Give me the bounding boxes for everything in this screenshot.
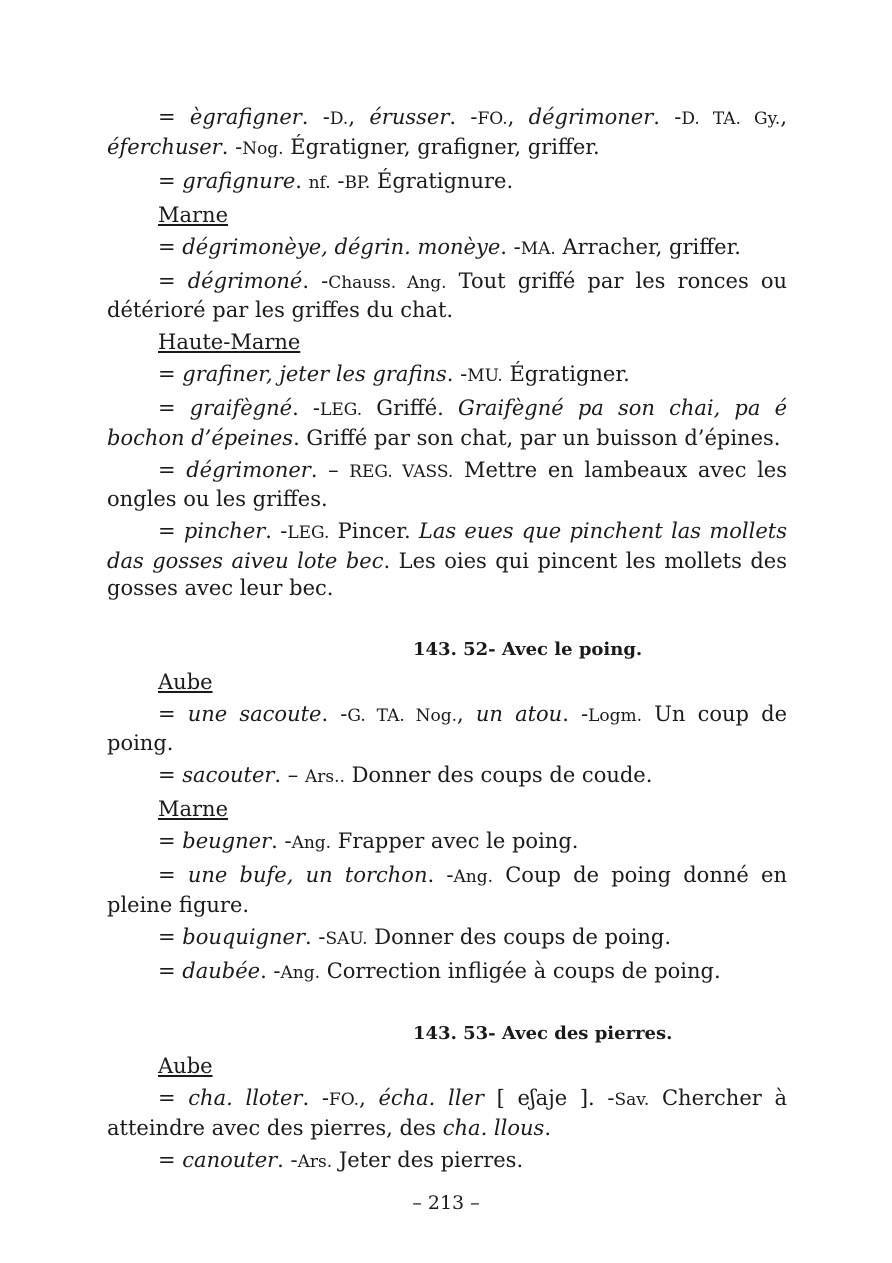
source-abbrev: REG. VASS. xyxy=(349,461,454,482)
headword: dégrimoné xyxy=(187,268,303,293)
headword: cha. llous xyxy=(442,1115,545,1140)
source-abbrev: Ars.. xyxy=(304,767,345,787)
definition: Donner des coups de poing. xyxy=(367,924,672,949)
headword: graifègné xyxy=(189,396,293,420)
text: = xyxy=(158,362,183,386)
headword: cha. lloter xyxy=(188,1086,303,1110)
text: . – xyxy=(274,763,305,787)
entry-bufe xyxy=(107,862,787,919)
headword: dégrimoner xyxy=(186,457,311,482)
text: = xyxy=(158,396,190,420)
text: = xyxy=(158,958,183,983)
source-abbrev: FO. xyxy=(477,109,508,129)
definition: Égratignure. xyxy=(370,168,514,193)
entry-beugner xyxy=(107,828,787,858)
entry-egrafigner xyxy=(107,104,787,163)
entry-degrimone xyxy=(107,268,787,325)
region-heading-marne: Marne xyxy=(158,202,229,227)
translation: . Griffé par son chat, par un buisson d’épines. xyxy=(293,425,781,450)
headword: grafignure xyxy=(182,168,296,193)
translation: . Les oies qui pincent les mollets des gosses avec leur bec. xyxy=(107,548,787,600)
definition: Frapper avec le poing. xyxy=(331,829,579,853)
source-abbrev: LEG. xyxy=(320,400,363,420)
section-heading-53: 143. 53- Avec des pierres. xyxy=(413,1023,673,1044)
entry-daubee xyxy=(107,958,787,988)
text: = xyxy=(158,924,183,949)
example-sentence: Graifègné pa son chai, pa é bochon d’épeines xyxy=(107,396,787,450)
source-abbrev: BP. xyxy=(344,172,371,193)
text: = xyxy=(158,519,184,543)
definition: Égratigner. xyxy=(502,362,630,386)
text: . xyxy=(295,168,309,193)
text: = xyxy=(158,105,190,129)
definition: Pincer. xyxy=(329,519,419,543)
entry-sacoute xyxy=(107,701,787,758)
entry-canouter xyxy=(107,1147,787,1177)
headword: dégrimonèye, dégrin. monèye xyxy=(182,234,501,259)
headword: ègrafigner xyxy=(189,105,302,129)
text: = xyxy=(158,701,188,726)
region-heading-marne-2: Marne xyxy=(158,797,229,821)
text: . - xyxy=(292,396,321,420)
headword: grafiner, jeter les grafins xyxy=(182,362,447,386)
text: . - xyxy=(260,958,281,983)
text: . - xyxy=(277,1147,298,1172)
text: . - xyxy=(221,134,243,159)
text: , xyxy=(348,105,370,129)
source-abbrev: Ang. xyxy=(291,833,332,853)
definition: Tout griffé par les ronces ou détérioré par les griffes du chat. xyxy=(107,268,788,322)
source-abbrev: Sav. xyxy=(614,1090,650,1110)
headword: daubée xyxy=(182,958,261,983)
example-sentence: Las eues que pinchent las mollets das gosses aiveu lote bec xyxy=(107,519,787,573)
document-body xyxy=(107,104,787,1181)
source-abbrev: Ang. xyxy=(280,962,321,983)
source-abbrev: G. TA. Nog. xyxy=(347,705,458,726)
definition: Arracher, griffer. xyxy=(555,234,741,259)
source-abbrev: MU. xyxy=(467,366,503,386)
text: . - xyxy=(301,105,330,129)
definition: Égratigner, grafigner, griffer. xyxy=(283,134,600,159)
headword: pincher xyxy=(183,519,266,543)
text: . - xyxy=(562,701,589,726)
entry-bouquigner xyxy=(107,924,787,954)
text: = xyxy=(158,1086,189,1110)
text: = xyxy=(158,863,188,887)
text: . - xyxy=(653,105,682,129)
text: = xyxy=(158,1147,183,1172)
text: . – xyxy=(310,457,350,482)
entry-grafignure xyxy=(107,168,787,198)
headword: éferchuser xyxy=(107,134,222,159)
source-abbrev: Ang. xyxy=(453,867,493,887)
headword: bouquigner xyxy=(182,924,306,949)
text: . - xyxy=(265,519,288,543)
text: . - xyxy=(271,829,292,853)
entry-graifegne xyxy=(107,395,787,452)
headword: érusser xyxy=(369,105,450,129)
text: , xyxy=(780,105,788,129)
text: . - xyxy=(302,268,329,293)
text: . - xyxy=(427,863,454,887)
headword: beugner xyxy=(182,829,272,853)
source-abbrev: Ars. xyxy=(297,1151,333,1172)
page-number: – 213 – xyxy=(412,1192,480,1214)
headword: dégrimoner xyxy=(528,105,654,129)
text: = xyxy=(158,168,183,193)
definition: Griffé. xyxy=(362,396,459,420)
headword: sacouter xyxy=(182,763,275,787)
definition: Correction infligée à coups de poing. xyxy=(320,958,721,983)
text: , xyxy=(507,105,529,129)
section-heading-52: 143. 52- Avec le poing. xyxy=(413,638,643,660)
headword: une bufe, un torchon xyxy=(187,863,428,887)
entry-pincher xyxy=(107,518,787,603)
definition: Jeter des pierres. xyxy=(332,1147,524,1172)
text: = xyxy=(158,829,183,853)
source-abbrev: D. xyxy=(329,109,349,129)
text: . - xyxy=(500,234,521,259)
text: - xyxy=(330,168,345,193)
entry-sacouter xyxy=(107,762,787,792)
text: . - xyxy=(321,701,348,726)
text: , xyxy=(457,701,476,726)
text: . xyxy=(544,1115,551,1140)
text: = xyxy=(158,457,187,482)
text: . - xyxy=(305,924,326,949)
text: . - xyxy=(446,362,468,386)
phonetic-text: [ eʃaje ]. - xyxy=(483,1086,615,1110)
text: . - xyxy=(449,105,478,129)
headword: écha. ller xyxy=(378,1086,484,1110)
source-abbrev: D. TA. Gy. xyxy=(681,109,781,129)
definition: Donner des coups de coude. xyxy=(344,763,653,787)
text: , xyxy=(359,1086,379,1110)
headword: canouter xyxy=(182,1147,278,1172)
source-abbrev: MA. xyxy=(520,238,556,259)
definition: Mettre en lambeaux avec les ongles ou les griffes. xyxy=(107,457,787,511)
text: = xyxy=(158,234,183,259)
region-heading-aube-2: Aube xyxy=(158,1054,213,1078)
source-abbrev: Nog. xyxy=(242,138,284,159)
region-heading-haute-marne: Haute-Marne xyxy=(158,330,301,354)
source-abbrev: Logm. xyxy=(588,705,643,726)
text: = xyxy=(158,268,188,293)
source-abbrev: LEG. xyxy=(287,523,330,543)
entry-challoter xyxy=(107,1085,787,1142)
headword: un atou xyxy=(475,701,563,726)
source-abbrev: FO. xyxy=(328,1090,360,1110)
text: = xyxy=(158,763,183,787)
grammar-abbrev: nf. xyxy=(308,172,331,193)
region-heading-aube: Aube xyxy=(158,669,213,694)
text: . - xyxy=(302,1086,329,1110)
entry-grafiner xyxy=(107,361,787,391)
source-abbrev: SAU. xyxy=(325,928,368,949)
definition: Un coup de poing. xyxy=(107,701,787,755)
entry-degrimoner xyxy=(107,457,787,514)
entry-degrimoneye xyxy=(107,234,787,264)
headword: une sacoute xyxy=(187,701,322,726)
definition: Chercher à atteindre avec des pierres, des xyxy=(107,1086,788,1140)
definition: Coup de poing donné en pleine figure. xyxy=(107,863,787,917)
source-abbrev: Chauss. Ang. xyxy=(328,272,447,293)
